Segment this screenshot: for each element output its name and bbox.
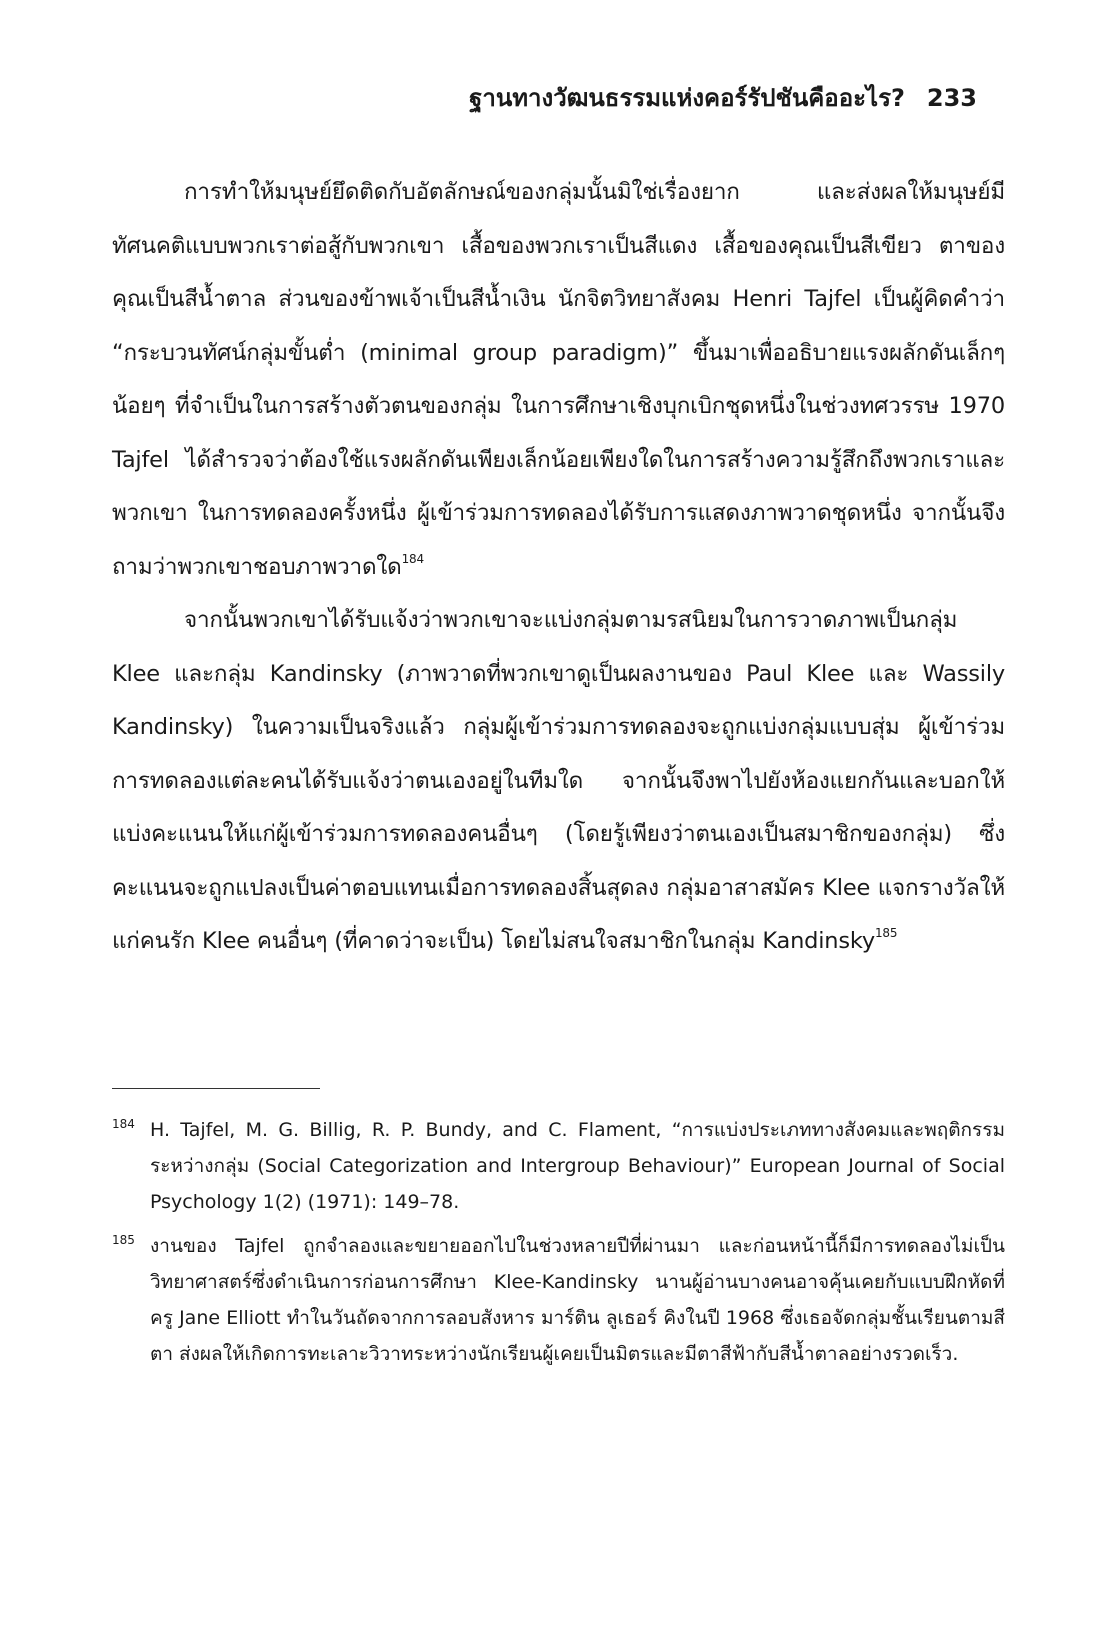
footnote-text: H. Tajfel, M. G. Billig, R. P. Bundy, and C. Flament, “การแบ่งประเภททางสังคมและพฤติกรรมระหว่างกลุ่ม (Social Categorization and Intergroup Behaviour)” European Journal of Social Psychology 1(2) (1971): 149–78. xyxy=(150,1119,1005,1213)
paragraph-1-text: การทำให้มนุษย์ยึดติดกับอัตลักษณ์ของกลุ่มนั้นมิใช่เรื่องยาก และส่งผลให้มนุษย์มีทัศนคติแบบพวกเราต่อสู้กับพวกเขา เสื้อของพวกเราเป็นสีแดง เสื้อของคุณเป็นสีเขียว ตาของคุณเป็นสีน้ำตาล ส่วนของข้าพเจ้าเป็นสีน้ำเงิน นักจิตวิทยาสังคม Henri Tajfel เป็นผู้คิดคำว่า “กระบวนทัศน์กลุ่มขั้นต่ำ (minimal group paradigm)” ขึ้นมาเพื่ออธิบายแรงผลักดันเล็กๆ น้อยๆ ที่จำเป็นในการสร้างตัวตนของกลุ่ม ในการศึกษาเชิงบุกเบิกชุดหนึ่งในช่วงทศวรรษ 1970 Tajfel ได้สำรวจว่าต้องใช้แรงผลักดันเพียงเล็กน้อยเพียงใดในการสร้างความรู้สึกถึงพวกเราและพวกเขา ในการทดลองครั้งหนึ่ง ผู้เข้าร่วมการทดลองได้รับการแสดงภาพวาดชุดหนึ่ง จากนั้นจึงถามว่าพวกเขาชอบภาพวาดใด xyxy=(112,179,1005,580)
footnote-ref-184[interactable]: 184 xyxy=(401,551,424,566)
chapter-title: ฐานทางวัฒนธรรมแห่งคอร์รัปชันคืออะไร? xyxy=(469,84,905,112)
footnote-separator xyxy=(112,1088,320,1089)
footnotes xyxy=(112,1112,1005,1380)
page-number: 233 xyxy=(926,84,977,112)
main-text xyxy=(112,166,1005,969)
footnote-number: 185 xyxy=(112,1233,135,1247)
footnote-184 xyxy=(112,1112,1005,1220)
footnote-number: 184 xyxy=(112,1117,135,1131)
running-header xyxy=(469,78,977,117)
footnote-185 xyxy=(112,1228,1005,1372)
paragraph-2 xyxy=(112,594,1005,969)
footnote-ref-185[interactable]: 185 xyxy=(875,926,898,940)
footnote-text: งานของ Tajfel ถูกจำลองและขยายออกไปในช่วงหลายปีที่ผ่านมา และก่อนหน้านี้ก็มีการทดลองไม่เป็นวิทยาศาสตร์ซึ่งดำเนินการก่อนการศึกษา Klee-Kandinsky นานผู้อ่านบางคนอาจคุ้นเคยกับแบบฝึกหัดที่ครู Jane Elliott ทำในวันถัดจากการลอบสังหาร มาร์ติน ลูเธอร์ คิงในปี 1968 ซึ่งเธอจัดกลุ่มชั้นเรียนตามสีตา ส่งผลให้เกิดการทะเลาะวิวาทระหว่างนักเรียนผู้เคยเป็นมิตรและมีตาสีฟ้ากับสีน้ำตาลอย่างรวดเร็ว. xyxy=(150,1235,1005,1365)
paragraph-1 xyxy=(112,166,1005,594)
paragraph-2-text: จากนั้นพวกเขาได้รับแจ้งว่าพวกเขาจะแบ่งกลุ่มตามรสนิยมในการวาดภาพเป็นกลุ่ม Klee และกลุ่ม Kandinsky (ภาพวาดที่พวกเขาดูเป็นผลงานของ Paul Klee และ Wassily Kandinsky) ในความเป็นจริงแล้ว กลุ่มผู้เข้าร่วมการทดลองจะถูกแบ่งกลุ่มแบบสุ่ม ผู้เข้าร่วมการทดลองแต่ละคนได้รับแจ้งว่าตนเองอยู่ในทีมใด จากนั้นจึงพาไปยังห้องแยกกันและบอกให้แบ่งคะแนนให้แก่ผู้เข้าร่วมการทดลองคนอื่นๆ (โดยรู้เพียงว่าตนเองเป็นสมาชิกของกลุ่ม) ซึ่งคะแนนจะถูกแปลงเป็นค่าตอบแทนเมื่อการทดลองสิ้นสุดลง กลุ่มอาสาสมัคร Klee แจกรางวัลให้แก่คนรัก Klee คนอื่นๆ (ที่คาดว่าจะเป็น) โดยไม่สนใจสมาชิกในกลุ่ม Kandinsky xyxy=(112,607,1005,954)
